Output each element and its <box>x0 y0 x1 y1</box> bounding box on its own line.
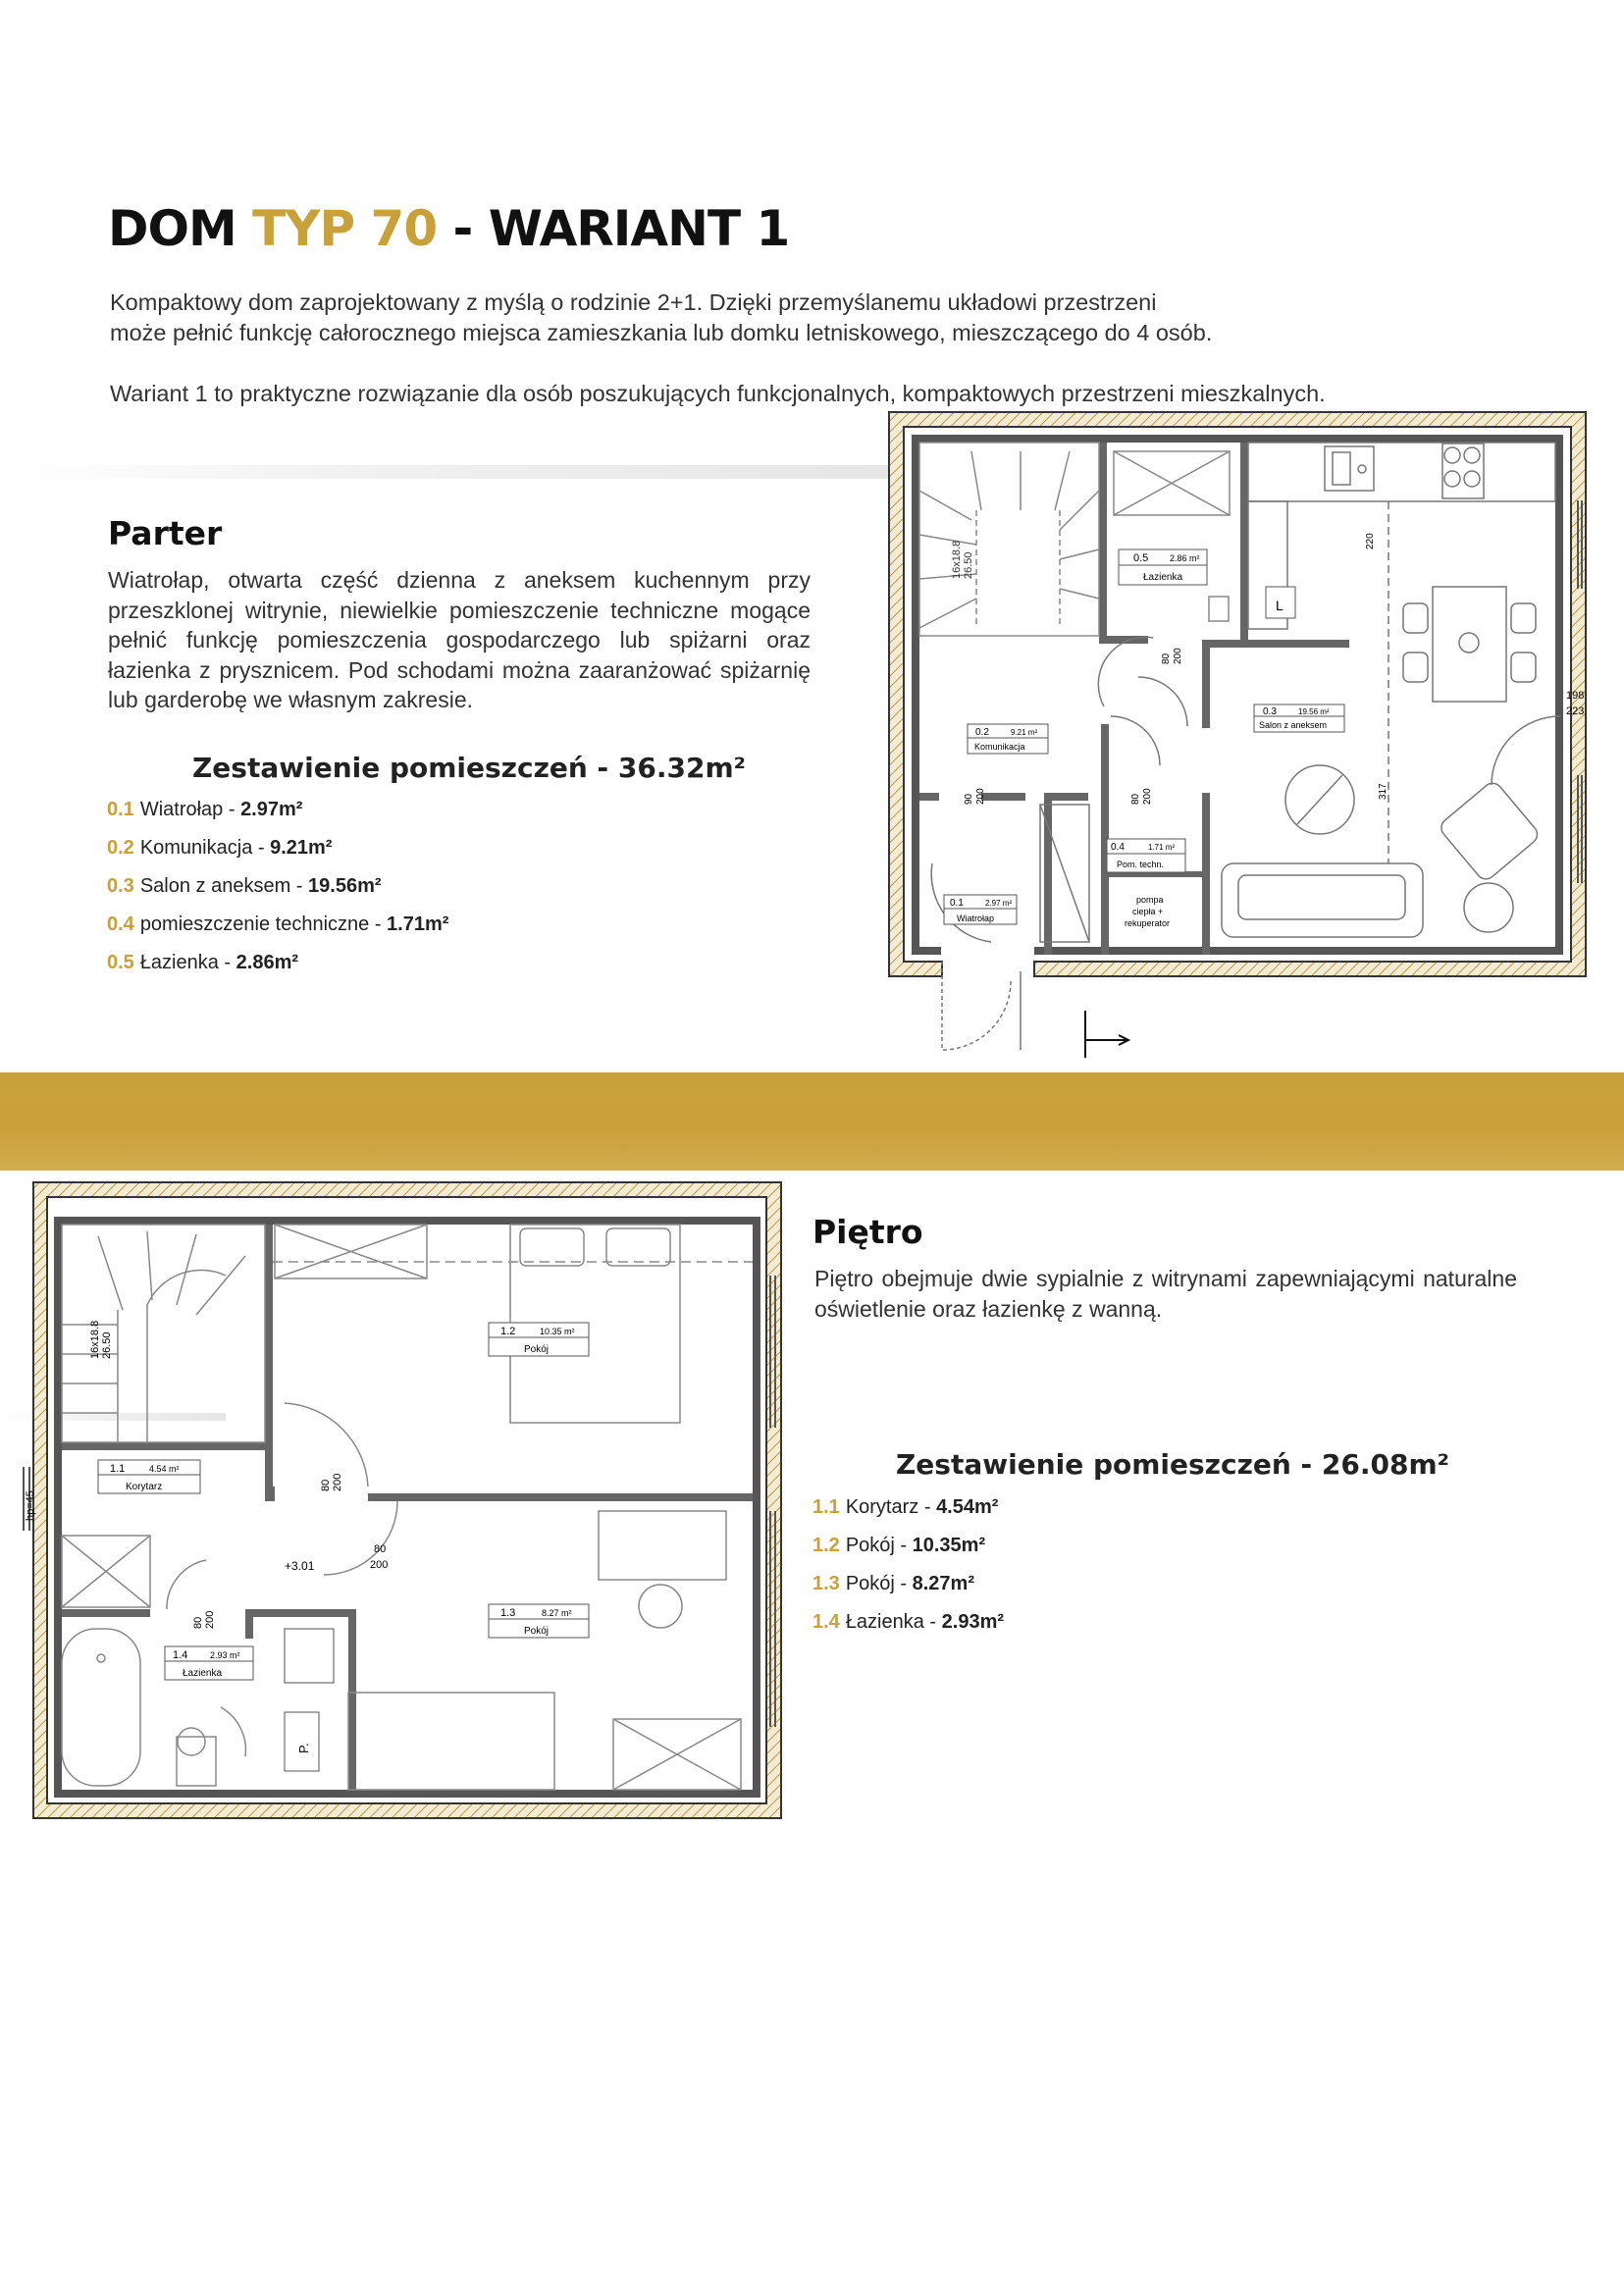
dim-80-b: 80 <box>1130 793 1141 805</box>
stairs <box>919 443 1099 636</box>
dim-200-c: 200 <box>975 788 986 805</box>
stairs-upper-a: 16x18.8 <box>89 1320 101 1359</box>
dim-200-b: 200 <box>1142 788 1153 805</box>
svg-text:1.4: 1.4 <box>173 1649 188 1661</box>
intro-line-3: Wariant 1 to praktyczne rozwiązanie dla osób poszukujących funkcjonalnych, kompaktowych przestrzeni mieszkalnych. <box>110 381 1326 406</box>
pietro-floor-plan <box>20 1173 805 1840</box>
svg-text:Wiatrołap: Wiatrołap <box>957 913 995 923</box>
svg-text:10.35 m²: 10.35 m² <box>540 1327 575 1336</box>
dim-80-upper-b: 80 <box>374 1543 387 1555</box>
room-label-0-5 <box>1119 549 1207 585</box>
list-item: 0.5 Łazienka - 2.86m² <box>107 952 299 973</box>
svg-text:Pokój: Pokój <box>524 1626 550 1637</box>
title-accent: TYP 70 <box>252 200 438 257</box>
svg-text:0.4: 0.4 <box>1111 842 1125 853</box>
svg-text:19.56 m²: 19.56 m² <box>1298 707 1330 716</box>
svg-text:Korytarz: Korytarz <box>126 1482 163 1492</box>
title-part2: - WARIANT 1 <box>437 200 790 257</box>
dim-90: 90 <box>964 793 974 805</box>
parter-heading: Parter <box>108 514 223 552</box>
list-item: 0.1 Wiatrołap - 2.97m² <box>107 799 303 820</box>
section-arrow <box>1085 1011 1128 1058</box>
list-item: 1.1 Korytarz - 4.54m² <box>812 1496 999 1518</box>
dim-80-a: 80 <box>1161 652 1172 664</box>
dining-table <box>1403 587 1536 702</box>
room-label-0-4 <box>1107 839 1185 872</box>
list-item: 0.3 Salon z aneksem - 19.56m² <box>107 875 382 897</box>
dim-220: 220 <box>1365 533 1376 549</box>
list-item: 1.3 Pokój - 8.27m² <box>812 1573 974 1594</box>
svg-text:pompa: pompa <box>1136 895 1164 905</box>
svg-text:0.3: 0.3 <box>1263 706 1277 717</box>
svg-text:1.3: 1.3 <box>500 1607 516 1619</box>
svg-text:Pom. techn.: Pom. techn. <box>1117 860 1165 869</box>
intro-line-2: może pełnić funkcję całorocznego miejsca zamieszkania lub domku letniskowego, mieszczącego do 4 osób. <box>110 320 1213 345</box>
room-label-0-1 <box>944 895 1017 924</box>
interior-walls <box>919 443 1349 955</box>
dim-200-upper-a: 200 <box>332 1473 343 1491</box>
p-box <box>285 1712 319 1771</box>
interior-walls-upper <box>62 1225 753 1790</box>
corridor-details <box>62 1501 397 1609</box>
svg-text:1.71 m²: 1.71 m² <box>1148 843 1176 852</box>
hp-label: hp=45 <box>25 1490 36 1521</box>
svg-text:Łazienka: Łazienka <box>1143 572 1183 583</box>
room-label-1-1 <box>98 1460 200 1493</box>
parter-summary: Zestawienie pomieszczeń - 36.32m² <box>192 752 746 784</box>
stairs-label-a: 16x18.8 <box>951 540 963 579</box>
p-label: P. <box>296 1743 311 1753</box>
divider-fade-top <box>0 465 888 479</box>
room-label-1-2 <box>489 1323 589 1356</box>
svg-text:2.93 m²: 2.93 m² <box>210 1650 240 1660</box>
dim-200-upper-c: 200 <box>204 1610 216 1629</box>
dim-80-upper-c: 80 <box>192 1616 204 1629</box>
level-label: +3.01 <box>285 1559 315 1573</box>
dim-200-a: 200 <box>1173 648 1183 664</box>
stairs-label-b: 26.50 <box>963 551 974 579</box>
pietro-summary: Zestawienie pomieszczeń - 26.08m² <box>896 1448 1449 1481</box>
list-item: 1.4 Łazienka - 2.93m² <box>812 1611 1005 1633</box>
edge-dim-a: 198 <box>1566 690 1585 702</box>
intro-line-1: Kompaktowy dom zaprojektowany z myślą o rodzinie 2+1. Dzięki przemyślanemu układowi przestrzeni <box>110 289 1157 315</box>
svg-text:2.97 m²: 2.97 m² <box>985 899 1013 908</box>
entry-door <box>942 962 1021 1050</box>
gold-divider-band <box>0 1072 1624 1171</box>
title-part1: DOM <box>108 200 253 257</box>
dim-317: 317 <box>1378 783 1388 800</box>
sink-label: L <box>1276 598 1283 613</box>
bedroom-1-3-furniture <box>348 1511 741 1790</box>
svg-text:1.2: 1.2 <box>500 1326 516 1337</box>
svg-text:Łazienka: Łazienka <box>183 1668 223 1679</box>
svg-text:0.1: 0.1 <box>950 898 964 909</box>
pietro-room-list <box>812 1488 1004 1642</box>
pietro-description: Piętro obejmuje dwie sypialnie z witrynami zapewniającymi naturalne oświetlenie oraz łazienkę z wanną. <box>814 1266 1517 1322</box>
room-label-1-3 <box>489 1604 589 1638</box>
dim-80-upper-a: 80 <box>320 1479 332 1491</box>
svg-text:9.21 m²: 9.21 m² <box>1011 728 1038 737</box>
svg-text:ciepła +: ciepła + <box>1132 907 1164 916</box>
heat-pump-label <box>1125 895 1170 928</box>
page-title <box>108 200 789 257</box>
svg-text:Pokój: Pokój <box>524 1344 550 1355</box>
shower <box>1114 451 1230 621</box>
svg-text:1.1: 1.1 <box>110 1463 126 1475</box>
pietro-heading: Piętro <box>812 1213 923 1251</box>
svg-text:8.27 m²: 8.27 m² <box>542 1608 572 1618</box>
parter-floor-plan <box>878 402 1624 1070</box>
list-item: 0.2 Komunikacja - 9.21m² <box>107 837 333 859</box>
parter-description: Wiatrołap, otwarta część dzienna z aneksem kuchennym przy przeszklonej witrynie, niewielkie pomieszczenie techniczne mogące pełnić funkcję pomieszczenia gospodarczego lub spiżarni oraz łazienka z prysznicem. Pod schodami można zaaranżować spiżarnię lub garderobę we własnym zakresie. <box>108 567 811 712</box>
svg-text:rekuperator: rekuperator <box>1125 918 1171 928</box>
kitchen-counter <box>1248 443 1555 863</box>
svg-text:Salon z aneksem: Salon z aneksem <box>1259 720 1328 730</box>
room-label-0-2 <box>968 724 1048 754</box>
room-label-1-4 <box>165 1646 253 1680</box>
parter-room-list <box>107 791 448 982</box>
svg-text:2.86 m²: 2.86 m² <box>1170 553 1200 563</box>
svg-text:0.2: 0.2 <box>975 727 989 738</box>
dim-200-upper-b: 200 <box>370 1559 389 1571</box>
list-item: 1.2 Pokój - 10.35m² <box>812 1535 986 1556</box>
svg-text:4.54 m²: 4.54 m² <box>149 1464 180 1474</box>
edge-dim-b: 223 <box>1566 705 1585 717</box>
svg-text:Komunikacja: Komunikacja <box>974 742 1025 752</box>
svg-text:0.5: 0.5 <box>1133 552 1149 564</box>
stairs-upper-b: 26.50 <box>101 1331 113 1359</box>
room-label-0-3 <box>1254 704 1344 732</box>
list-item: 0.4 pomieszczenie techniczne - 1.71m² <box>107 913 449 935</box>
